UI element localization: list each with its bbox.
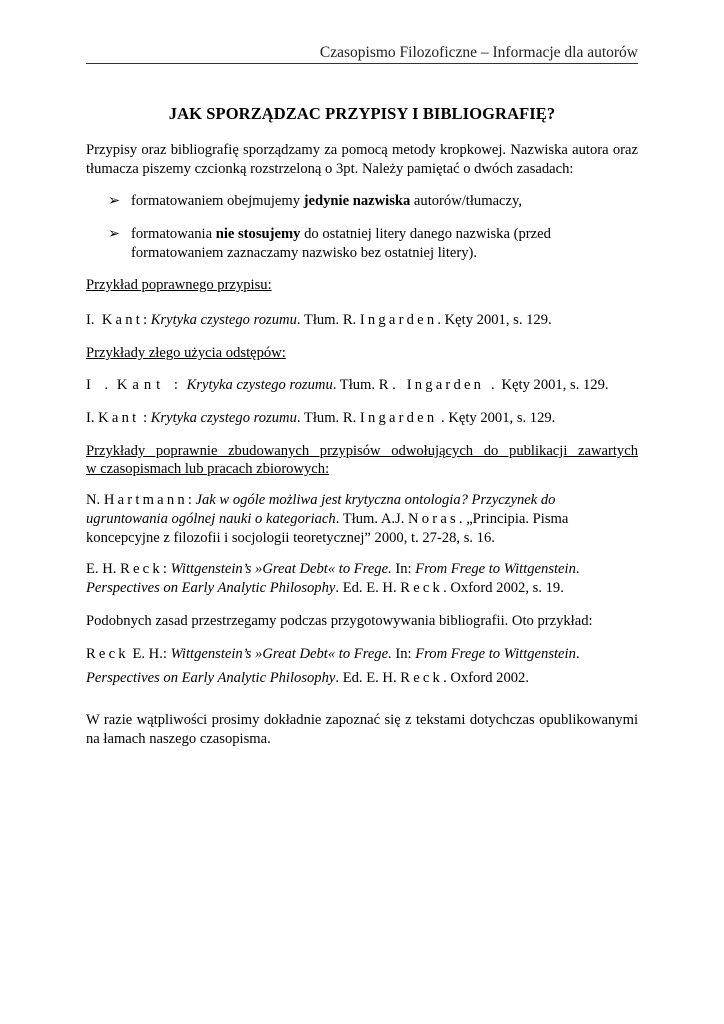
bad1-title: Krytyka czystego rozumu [186, 377, 333, 393]
rule-1-text-c: autorów/tłumaczy, [410, 193, 522, 209]
good-title: Krytyka czystego rozumu [150, 312, 297, 328]
bibliography-line-2 [86, 669, 638, 688]
bad1-trans-pre: . Tłum. R . [332, 377, 396, 393]
bad1-translator: Ingarden . [406, 377, 498, 393]
collective-heading-line-2 [86, 460, 638, 479]
rule-2-text-c: do ostatniej litery danego nazwiska (przed [300, 226, 551, 242]
collective-heading-line-2-text: w czasopismach lub pracach zbiorowych: [86, 461, 330, 477]
collective-example-1-line-3: koncepcyjne z filozofii i socjologii teoretycznej” 2000, t. 27-28, s. 16. [86, 530, 495, 546]
c1-author: Hartmann [103, 492, 188, 508]
bullet-arrow-icon: ➢ [108, 193, 121, 209]
c2-book: From Frege to Wittgenstein [415, 561, 576, 577]
c2-author: Reck [120, 561, 163, 577]
bad-example-2: I. Kant : Krytyka czystego rozumu. Tłum. R. Ingarden . Kęty 2001, s. 129. [86, 410, 556, 426]
bad-example-1 [86, 376, 638, 395]
good-example: I. Kant: Krytyka czystego rozumu. Tłum. R. Ingarden. Kęty 2001, s. 129. [86, 312, 552, 328]
rule-1-bold: jedynie nazwiska [303, 193, 411, 209]
c2-tail: . Oxford 2002, s. 19. [443, 580, 564, 596]
good-init: I. [86, 312, 95, 328]
c2-dot: . [575, 561, 580, 577]
good-tail: . Kęty 2001, s. 129. [437, 312, 552, 328]
bib-book: From Frege to Wittgenstein [415, 646, 576, 662]
bad1-author: Kant : [116, 377, 183, 393]
c2-series: Perspectives on Early Analytic Philosophy [86, 580, 336, 596]
rule-1 [131, 192, 601, 211]
bad1-tail: Kęty 2001, s. 129. [501, 377, 609, 393]
collective-example-1-line-2 [86, 510, 638, 529]
rule-2-text-a: formatowania [131, 226, 216, 242]
bad2-title: Krytyka czystego rozumu [150, 410, 297, 426]
intro-line-1: Przypisy oraz bibliografię sporządzamy za pomocą metody kropkowej. Nazwiska autora oraz [86, 142, 638, 158]
rule-2-bold: nie stosujemy [215, 226, 301, 242]
bib-author: Reck [86, 646, 129, 662]
good-author: Kant [101, 312, 143, 328]
bad2-tail: . Kęty 2001, s. 129. [441, 410, 556, 426]
bib-series: Perspectives on Early Analytic Philosophy [86, 670, 336, 686]
bullet-arrow-icon: ➢ [108, 226, 121, 242]
collective-example-1-line-1: N. Hartmann: Jak w ogóle możliwa jest krytyczna ontologia? Przyczynek do [86, 492, 556, 508]
bib-init: E. H.: [128, 646, 167, 662]
good-example-heading [86, 276, 638, 295]
c1-title-line-2: ugruntowania ogólnej nauki o kategoriach [86, 511, 336, 527]
bibliography-intro: Podobnych zasad przestrzegamy podczas przygotowywania bibliografii. Oto przykład: [86, 613, 593, 629]
bad2-translator: Ingarden [359, 410, 438, 426]
c2-in: In: [391, 561, 416, 577]
c2-editor: Reck [400, 580, 444, 596]
intro-line-2: tłumacza piszemy czcionką rozstrzeloną o 3pt. Należy pamiętać o dwóch zasadach: [86, 161, 574, 177]
bib-dot: . [575, 646, 580, 662]
bib-title: Wittgenstein’s »Great Debt« to Frege. [170, 646, 392, 662]
c2-ed-pre: . Ed. E. H. [335, 580, 397, 596]
rule-2-text-d: formatowaniem zaznaczamy nazwisko bez ostatniej litery). [131, 245, 478, 261]
bad-examples-heading [86, 344, 638, 363]
collective-example-2-line-2 [86, 579, 638, 598]
good-translator: Ingarden [359, 312, 438, 328]
header-rule [86, 63, 638, 64]
collective-example-2-line-1: E. H. Reck: Wittgenstein’s »Great Debt« to Frege. In: From Frege to Wittgenstein. [86, 561, 580, 577]
closing-line-2: na łamach naszego czasopisma. [86, 731, 271, 747]
c1-title-line-1: Jak w ogóle możliwa jest krytyczna ontologia? Przyczynek do [195, 492, 556, 508]
rule-1-text-a: formatowaniem obejmujemy [131, 193, 304, 209]
bib-ed-pre: . Ed. E. H. [335, 670, 397, 686]
bad1-init: I . [86, 377, 114, 393]
good-trans-pre: . Tłum. R. [296, 312, 357, 328]
bad2-init: I. [86, 410, 95, 426]
good-example-heading-text: Przykład poprawnego przypisu: [86, 277, 272, 293]
closing-line-1: W razie wątpliwości prosimy dokładnie zapoznać się z tekstami dotychczas opublikowanymi [86, 712, 638, 728]
running-header: Czasopismo Filozoficzne – Informacje dla autorów [319, 44, 638, 61]
rule-2 [131, 225, 601, 263]
c2-title: Wittgenstein’s »Great Debt« to Frege. [170, 561, 392, 577]
c2-init: E. H. [86, 561, 117, 577]
page-title: JAK SPORZĄDZAC PRZYPISY I BIBLIOGRAFIĘ? [168, 104, 556, 123]
collective-heading-line-1: Przykłady poprawnie zbudowanych przypisów odwołujących do publikacji zawartych [86, 443, 638, 459]
bibliography-line-1 [86, 645, 638, 664]
bad-examples-heading-text: Przykłady złego użycia odstępów: [86, 345, 286, 361]
bib-in: In: [391, 646, 416, 662]
c1-tail: . „Principia. Pisma [458, 511, 569, 527]
bad2-author: Kant [98, 410, 140, 426]
bib-editor: Reck [400, 670, 444, 686]
c1-trans-pre: . Tłum. A.J. [335, 511, 405, 527]
c1-init: N. [86, 492, 101, 508]
c1-translator: Noras [408, 511, 459, 527]
bad2-trans-pre: . Tłum. R. [296, 410, 357, 426]
bib-tail: . Oxford 2002. [443, 670, 529, 686]
